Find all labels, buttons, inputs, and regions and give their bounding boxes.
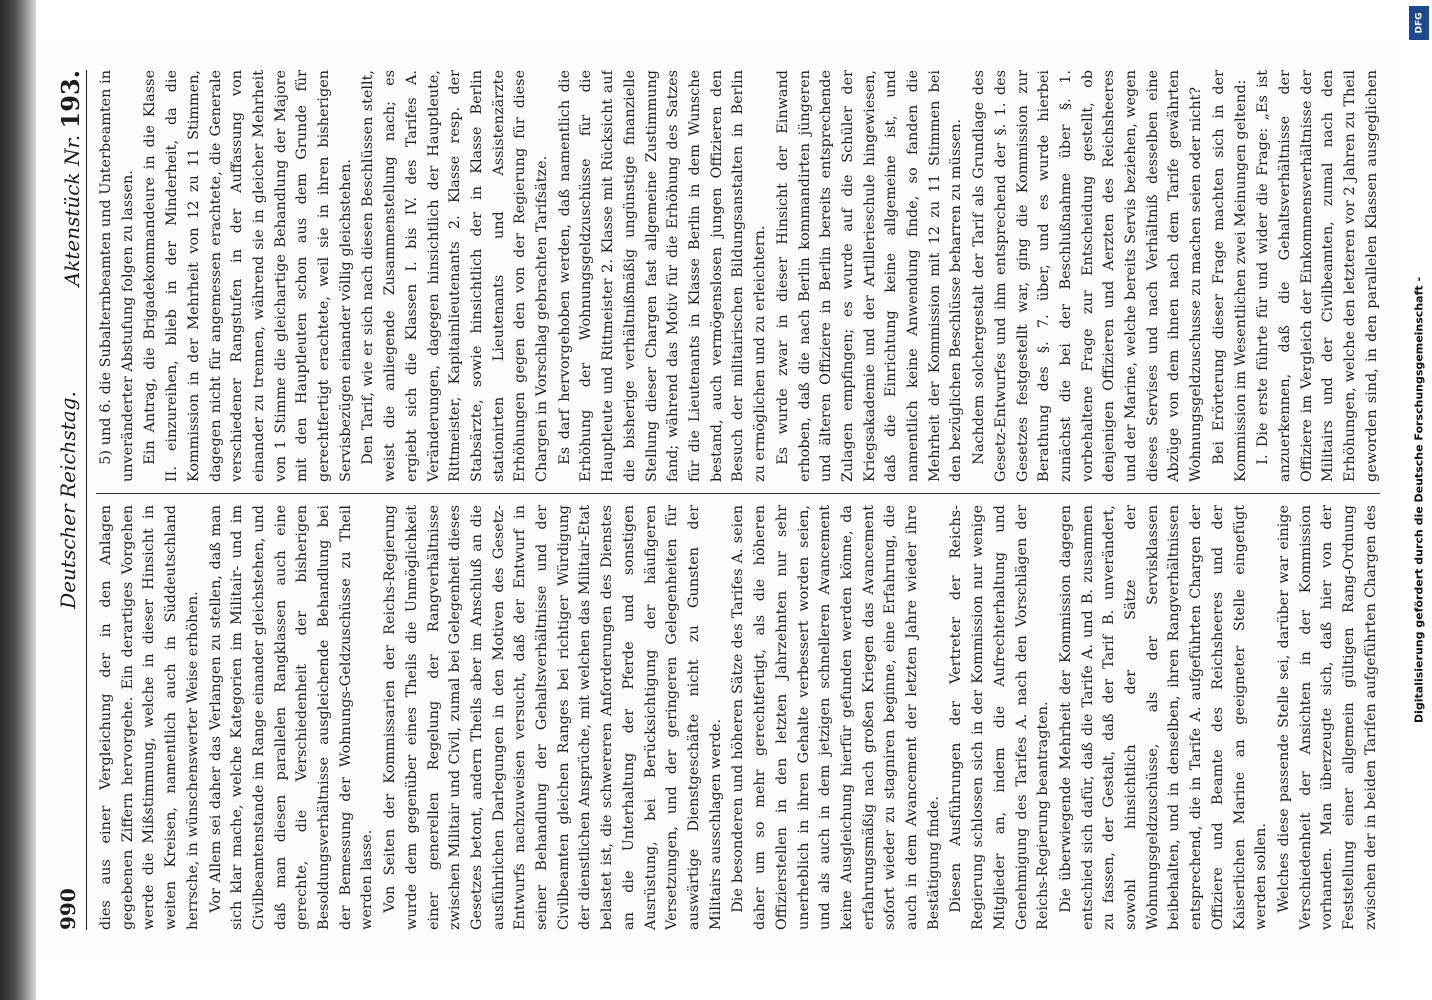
dfg-logo-text: DFG [1414,12,1425,34]
document-reference [56,70,85,286]
paragraph: Vor Allem sei daher das Verlangen zu stellen, daß man sich klar mache, welche Kategorien im Militair- und im Civilbeamtenstande im Range einander gleichstehen, und daß man diesen parallelen Rangklassen auch eine gerechte, die Verschiedenheit der bisherigen Besoldungsverhältnisse ausgleichende Behandlung bei der Bemessung der Wohnungs-Geldzuschüsse zu Theil werden lasse. [207,505,376,930]
dfg-logo [1409,6,1429,40]
text-column-right [96,70,1380,482]
paragraph: I. Die erste führte für und wider die Frage: „Es ist anzuerkennen, daß die Gehaltsverhältnisse der Offiziere im Vergleich der Einkommensverhältnisse der Militairs und der Civilbeamten, zumal nach den Erhöhungen, welche den letzteren vor 2 Jahren zu Theil geworden sind, in den parallelen Klassen ausgeglichen [1255,70,1380,482]
document-reference-label: Aktenstück Nr. [60,134,84,287]
paragraph: Die besonderen und höheren Sätze des Tarifes A. seien daher um so mehr gerechtfertigt, als die höheren Offizierstellen in den letzten Jahrzehnten nur sehr unerheblich in ihren Gehalte verbessert worden seien, und als auch in dem jetzigen schnelleren Avancement keine Ausgleichung hierfür gefunden werden könne, da erfahrungsmäßig nach großen Kriegen das Avancement sofort wieder zu stagniren beginne, eine Erfahrung, die auch in dem Avancement der letzten Jahre wieder ihre Bestätigung finde. [730,505,942,930]
scan-shadow-edge [0,0,36,1000]
page-header [50,70,87,930]
list-item: 5) und 6. die Subalternbeamten und Unterbeamten in unveränderter Abstufung folgen zu lassen. [98,70,136,482]
document-page [40,40,1400,960]
page-number: 990 [56,888,80,930]
paragraph: dies aus einer Vergleichung der in den Anlagen gegebenen Ziffern hervorgehe. Ein derartiges Vorgehen werde die Mißstimmung, welche in dieser Hinsicht in weiten Kreisen, namentlich auch in Süddeutschland herrsche, in wünschenswerter Weise erhöhen. [98,505,201,930]
rotated-page-content [40,40,1400,960]
paragraph: Die überwiegende Mehrheit der Kommission dagegen entschied sich dafür, daß die Tarife A. und B. zusammen zu fassen, der Gestalt, daß der Tarif B. unverändert, sowohl hinsichtlich der Sätze der Wohnungsgeldzuschüsse, als der Servisklassen beibehalten, und in denselben, ihren Rangverhältnissen entsprechend, die in Tarife A. aufgeführten Chargen der Offiziere und Beamte des Reichsheeres und der Kaiserlichen Marine an geeigneter Stelle eingefügt werden sollen. [1057,505,1270,930]
paragraph: Es darf hervorgehoben werden, daß namentlich die Erhöhung der Wohnungsgeldzuschüsse für die Hauptleute und Rittmeister 2. Klasse mit Rücksicht auf die bisherige verhältnißmäßig ungünstige finanzielle Stellung dieser Chargen fast allgemeine Zustimmung fand; während das Motiv für die Erhöhung des Satzes für die Lieutenants in Klasse Berlin in dem Wunsche bestand, auch vermögenslosen jungen Offizieren den Besuch der militairischen Bildungsanstalten in Berlin zu ermöglichen und zu erleichtern. [556,70,769,482]
paragraph: Nachdem solchergestalt der Tarif als Grundlage des Gesetz-Entwurfes und ihm entsprechend der §. 1. des Gesetzes festgestellt war, ging die Kommission zur Berathung des §. 7. über, und es wurde hierbei zunächst die bei der Beschlußnahme über §. 1. vorbehaltene Frage zur Entscheidung gestellt, ob denjenigen Offizieren und Aerzten des Reichsheeres und der Marine, welche bereits Servis beziehen, wegen dieses Servises und nach Verhältniß desselben eine Abzüge von dem ihnen nach dem Tarife gewährten Wohnungsgeldzuschusse zu machen seien oder nicht? [971,70,1205,482]
paragraph: Ein Antrag, die Brigadekommandeure in die Klasse II. einzureihen, blieb in der Minderheit, da die Kommission in der Mehrheit von 12 zu 11 Stimmen, dagegen nicht für angemessen erachtete, die Generale verschiedener Rangstufen in der Auffassung von einander zu trennen, während sie in gleicher Mehrheit von 1 Stimme die gleichartige Behandlung der Majore mit den Hauptleuten schon aus dem Grunde für gerechtfertigt erachtete, weil sie in ihren bisherigen Servisbezügen einander völlig gleichstehen. [142,70,354,482]
text-column-left [96,505,1380,930]
paragraph: Bei Erörterung dieser Frage machten sich in der Kommission im Wesentlichen zwei Meinungen geltend: [1210,70,1249,482]
column-divider [96,493,1380,494]
running-title: Deutscher Reichstag. [56,391,80,609]
paragraph: Welches diese passende Stelle sei, darüber war einige Verschiedenheit der Ansichten in der Kommission vorhanden. Man überzeugte sich, daß hier von der Feststellung einer allgemein gültigen Rang-Ordnung zwischen der in beiden Tarifen aufgeführten Chargen des [1275,505,1379,930]
document-reference-number: 193. [56,70,85,129]
paragraph: Diesen Ausführungen der Vertreter der Reichs-Regierung schlossen sich in der Kommission nur wenige Mitglieder an, indem die Aufrechterhaltung und Genehmigung des Tarifes A. nach den Vorschlägen der Reichs-Regierung beantragten. [948,505,1052,930]
paragraph: Von Seiten der Kommissarien der Reichs-Regierung wurde dem gegenüber eines Theils die Unmöglichkeit einer generellen Regelung der Rangverhältnisse zwischen Militair und Civil, zumal bei Gelegenheit dieses Gesetzes betont, andern Theils aber im Anschluß an die ausführlichen Darlegungen in den Motiven des Gesetz-Entwurfs nachzuweisen versucht, daß der Entwurf in seiner Behandlung der Gehaltsverhältnisse und der Civilbeamten gleichen Ranges bei richtiger Würdigung der dienstlichen Ansprüche, mit welchen das Militair-Etat belastet ist, die schwereren Anforderungen des Dienstes an die Unterhaltung der Pferde und sonstigen Ausrüstung, bei Berücksichtigung der häufigeren Versetzungen, und der geringeren Gelegenheiten für auswärtige Dienstgeschäfte nicht zu Gunsten der Militairs ausschlagen werde. [382,505,724,930]
paragraph: Den Tarif, wie er sich nach diesen Beschlüssen stellt, weist die anliegende Zusammenstellung nach; es ergiebt sich die Klassen I. bis IV. des Tarifes A. Veränderungen, dagegen hinsichtlich der Hauptleute, Rittmeister, Kapitainlieutenants 2. Klasse resp. der Stabsärzte, sowie hinsichtlich der in Klasse Berlin stationirten Lieutenants und Assistenzärzte Erhöhungen gegen den von der Regierung für diese Chargen in Vorschlag gebrachten Tarifsätze. [360,70,551,482]
dfg-funding-notice: Digitalisierung gefördert durch die Deutsche Forschungsgemeinschaft - [1412,276,1426,724]
paragraph: Es wurde zwar in dieser Hinsicht der Einwand erhoben, daß die nach Berlin kommandirten jüngeren und älteren Offiziere in Berlin bereits entsprechende Zulagen empfingen; es wurde auf die Schüler der Kriegsakademie und der Artillerieschule hingewiesen, daß die Einrichtung keine allgemeine ist, und namentlich keine Anwendung finde, so fanden die Mehrheit der Kommission mit 12 zu 11 Stimmen bei den bezüglichen Beschlüsse beharren zu müssen. [774,70,965,482]
